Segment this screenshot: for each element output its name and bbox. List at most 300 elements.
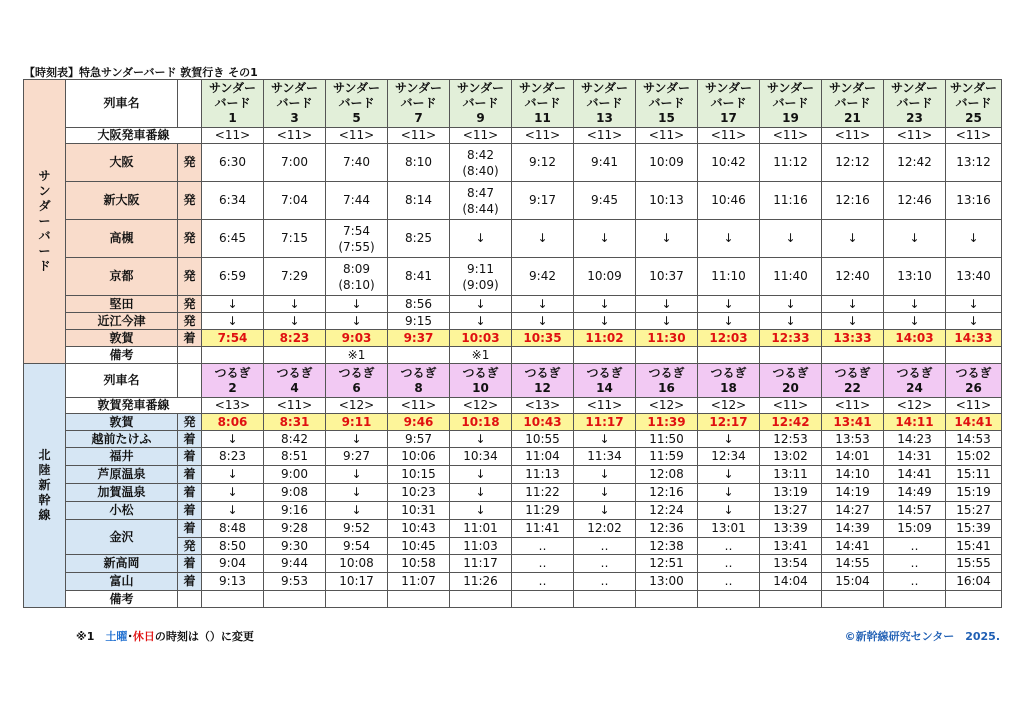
thunderbird-platform-label: 大阪発車番線 [66, 128, 202, 144]
time-cell: 12:40 [822, 258, 884, 296]
time-cell: 14:53 [946, 431, 1002, 448]
hokuriku-train-name: つるぎ 2 [202, 364, 264, 398]
time-cell: ↓ [760, 296, 822, 313]
station-name: 敦賀 [66, 414, 178, 431]
time-cell: 15:09 [884, 520, 946, 538]
time-cell: ↓ [636, 220, 698, 258]
platform-number: <11> [512, 128, 574, 144]
thunderbird-section-label: サ ン ダ ー バ ー ド [24, 80, 66, 364]
time-cell: ↓ [326, 502, 388, 520]
time-cell: ↓ [698, 431, 760, 448]
time-cell: 15:27 [946, 502, 1002, 520]
time-cell: 10:13 [636, 182, 698, 220]
time-cell: 7:54 [202, 330, 264, 347]
time-cell: 8:50 [202, 538, 264, 555]
arrive-depart-mark: 着 [178, 466, 202, 484]
time-cell: 13:39 [760, 520, 822, 538]
time-cell: 8:23 [202, 448, 264, 466]
time-cell: 14:31 [884, 448, 946, 466]
time-cell: ↓ [450, 466, 512, 484]
remark-cell [512, 347, 574, 364]
time-cell: 12:53 [760, 431, 822, 448]
time-cell: ↓ [698, 466, 760, 484]
arrive-depart-mark: 発 [178, 538, 202, 555]
time-cell: 11:39 [636, 414, 698, 431]
time-cell: ↓ [574, 466, 636, 484]
time-cell: 15:55 [946, 555, 1002, 573]
time-cell: 6:59 [202, 258, 264, 296]
time-cell: 10:42 [698, 144, 760, 182]
table-row [24, 520, 1002, 538]
time-cell: 14:55 [822, 555, 884, 573]
time-cell: ↓ [264, 313, 326, 330]
time-cell: 12:16 [822, 182, 884, 220]
time-cell: ‥ [698, 555, 760, 573]
time-cell: 7:00 [264, 144, 326, 182]
time-cell: 13:12 [946, 144, 1002, 182]
time-cell: 14:19 [822, 484, 884, 502]
train-name-label: 列車名 [66, 364, 178, 398]
footnote-suffix: の時刻は（）に変更 [154, 630, 254, 643]
arrive-depart-mark: 着 [178, 555, 202, 573]
remark-cell [264, 591, 326, 608]
time-cell: 10:18 [450, 414, 512, 431]
time-cell: ↓ [326, 313, 388, 330]
train-name-label: 列車名 [66, 80, 178, 128]
table-row [24, 144, 1002, 182]
table-row [24, 347, 1002, 364]
time-cell: ↓ [450, 484, 512, 502]
arrive-depart-mark: 発 [178, 296, 202, 313]
time-cell: 12:12 [822, 144, 884, 182]
remark-cell [450, 591, 512, 608]
remark-cell [512, 591, 574, 608]
table-row [24, 364, 1002, 398]
time-cell: 10:58 [388, 555, 450, 573]
time-cell: 10:09 [636, 144, 698, 182]
time-cell: 10:46 [698, 182, 760, 220]
time-cell: ↓ [574, 484, 636, 502]
time-cell: 11:01 [450, 520, 512, 538]
time-cell: 13:41 [760, 538, 822, 555]
time-cell: 6:34 [202, 182, 264, 220]
time-cell: 9:16 [264, 502, 326, 520]
hokuriku-section-label: 北 陸 新 幹 線 [24, 364, 66, 608]
platform-number: <11> [450, 128, 512, 144]
thunderbird-train-name: サンダー バード 25 [946, 80, 1002, 128]
time-cell: ↓ [450, 296, 512, 313]
time-cell: 7:04 [264, 182, 326, 220]
time-cell: ↓ [574, 313, 636, 330]
time-cell: 9:12 [512, 144, 574, 182]
remark-cell [574, 591, 636, 608]
remark-cell [326, 591, 388, 608]
table-row [24, 182, 1002, 220]
time-cell: ↓ [450, 431, 512, 448]
time-cell: 13:00 [636, 573, 698, 591]
platform-number: <11> [946, 128, 1002, 144]
time-cell: 10:09 [574, 258, 636, 296]
time-cell: 11:03 [450, 538, 512, 555]
table-row [24, 398, 1002, 414]
platform-number: <11> [264, 128, 326, 144]
thunderbird-train-name: サンダー バード 7 [388, 80, 450, 128]
timetable [23, 79, 1002, 608]
time-cell: ‥ [884, 573, 946, 591]
platform-number: <12> [884, 398, 946, 414]
time-cell: 13:27 [760, 502, 822, 520]
time-cell: 6:45 [202, 220, 264, 258]
arrive-depart-mark: 着 [178, 520, 202, 538]
time-cell: ↓ [574, 431, 636, 448]
remark-cell [202, 591, 264, 608]
time-cell: ↓ [946, 296, 1002, 313]
table-row [24, 128, 1002, 144]
time-cell: ↓ [574, 296, 636, 313]
time-cell: 8:23 [264, 330, 326, 347]
time-cell: 11:17 [450, 555, 512, 573]
time-cell: 7:44 [326, 182, 388, 220]
time-cell: 16:04 [946, 573, 1002, 591]
remark-cell [574, 347, 636, 364]
time-cell: ↓ [202, 431, 264, 448]
arrive-depart-mark: 発 [178, 144, 202, 182]
station-name: 福井 [66, 448, 178, 466]
footnote-dot: ･ [127, 630, 133, 643]
time-cell: 10:03 [450, 330, 512, 347]
time-cell: 14:49 [884, 484, 946, 502]
time-cell: 10:43 [512, 414, 574, 431]
remark-cell: ※1 [450, 347, 512, 364]
thunderbird-train-name: サンダー バード 17 [698, 80, 760, 128]
station-name: 越前たけふ [66, 431, 178, 448]
time-cell: ↓ [698, 313, 760, 330]
remark-cell [636, 591, 698, 608]
time-cell: 12:46 [884, 182, 946, 220]
remark-cell [202, 347, 264, 364]
hokuriku-train-name: つるぎ 10 [450, 364, 512, 398]
thunderbird-train-name: サンダー バード 3 [264, 80, 326, 128]
time-cell: 11:10 [698, 258, 760, 296]
station-name: 加賀温泉 [66, 484, 178, 502]
platform-number: <12> [450, 398, 512, 414]
time-cell: 9:41 [574, 144, 636, 182]
time-cell: 8:42 (8:40) [450, 144, 512, 182]
time-cell: 14:03 [884, 330, 946, 347]
remark-cell: ※1 [326, 347, 388, 364]
time-cell: 13:11 [760, 466, 822, 484]
time-cell: 12:33 [760, 330, 822, 347]
hokuriku-train-name: つるぎ 12 [512, 364, 574, 398]
time-cell: 11:41 [512, 520, 574, 538]
time-cell: 7:29 [264, 258, 326, 296]
time-cell: ↓ [884, 220, 946, 258]
time-cell: 9:03 [326, 330, 388, 347]
time-cell: 8:41 [388, 258, 450, 296]
table-row [24, 80, 1002, 128]
time-cell: 13:16 [946, 182, 1002, 220]
time-cell: 7:40 [326, 144, 388, 182]
thunderbird-train-name: サンダー バード 13 [574, 80, 636, 128]
time-cell: ↓ [264, 296, 326, 313]
footnote-holiday: 休日 [132, 630, 155, 643]
time-cell: 14:41 [946, 414, 1002, 431]
time-cell: 12:42 [760, 414, 822, 431]
time-cell: 11:26 [450, 573, 512, 591]
time-cell: 14:01 [822, 448, 884, 466]
time-cell: ↓ [326, 484, 388, 502]
time-cell: ‥ [512, 555, 574, 573]
time-cell: ‥ [884, 538, 946, 555]
station-name: 富山 [66, 573, 178, 591]
time-cell: ↓ [636, 313, 698, 330]
arrive-depart-mark: 発 [178, 313, 202, 330]
time-cell: ↓ [202, 296, 264, 313]
time-cell: ↓ [822, 220, 884, 258]
time-cell: ↓ [202, 502, 264, 520]
time-cell: 10:17 [326, 573, 388, 591]
table-row [24, 555, 1002, 573]
time-cell: 11:13 [512, 466, 574, 484]
remark-cell [884, 347, 946, 364]
hokuriku-train-name: つるぎ 24 [884, 364, 946, 398]
time-cell: ↓ [884, 313, 946, 330]
time-cell: 12:51 [636, 555, 698, 573]
time-cell: 8:56 [388, 296, 450, 313]
time-cell: ↓ [512, 220, 574, 258]
copyright: ©新幹線研究センター 2025. [844, 630, 1000, 643]
time-cell: 12:36 [636, 520, 698, 538]
table-row [24, 502, 1002, 520]
time-cell: 11:04 [512, 448, 574, 466]
platform-number: <13> [202, 398, 264, 414]
arrive-depart-mark: 発 [178, 220, 202, 258]
time-cell: 8:09 (8:10) [326, 258, 388, 296]
arrive-depart-mark: 着 [178, 573, 202, 591]
arrive-depart-mark: 着 [178, 431, 202, 448]
platform-number: <11> [698, 128, 760, 144]
time-cell: 14:27 [822, 502, 884, 520]
footnote [76, 628, 254, 644]
hokuriku-train-name: つるぎ 6 [326, 364, 388, 398]
time-cell: 15:02 [946, 448, 1002, 466]
time-cell: 10:37 [636, 258, 698, 296]
time-cell: 12:03 [698, 330, 760, 347]
time-cell: 8:47 (8:44) [450, 182, 512, 220]
blank-cell [178, 364, 202, 398]
station-name: 高槻 [66, 220, 178, 258]
platform-number: <11> [326, 128, 388, 144]
time-cell: 9:11 [326, 414, 388, 431]
hokuriku-train-name: つるぎ 14 [574, 364, 636, 398]
platform-number: <12> [636, 398, 698, 414]
time-cell: 7:15 [264, 220, 326, 258]
platform-number: <11> [822, 398, 884, 414]
remark-cell [946, 591, 1002, 608]
time-cell: 11:50 [636, 431, 698, 448]
table-row [24, 414, 1002, 431]
time-cell: 13:41 [822, 414, 884, 431]
remark-cell [884, 591, 946, 608]
remark-cell [388, 591, 450, 608]
table-row [24, 258, 1002, 296]
time-cell: ↓ [946, 313, 1002, 330]
remark-cell [388, 347, 450, 364]
time-cell: 10:06 [388, 448, 450, 466]
time-cell: 13:40 [946, 258, 1002, 296]
time-cell: 15:04 [822, 573, 884, 591]
time-cell: 11:30 [636, 330, 698, 347]
time-cell: 9:37 [388, 330, 450, 347]
remark-cell [760, 347, 822, 364]
time-cell: 8:14 [388, 182, 450, 220]
table-row [24, 484, 1002, 502]
blank-cell [178, 591, 202, 608]
time-cell: 9:11 (9:09) [450, 258, 512, 296]
table-row [24, 591, 1002, 608]
remark-cell [636, 347, 698, 364]
station-name: 新高岡 [66, 555, 178, 573]
time-cell: 11:02 [574, 330, 636, 347]
arrive-depart-mark: 着 [178, 502, 202, 520]
time-cell: 10:45 [388, 538, 450, 555]
time-cell: 13:54 [760, 555, 822, 573]
table-row [24, 448, 1002, 466]
station-name: 敦賀 [66, 330, 178, 347]
time-cell: 14:04 [760, 573, 822, 591]
hokuriku-train-name: つるぎ 26 [946, 364, 1002, 398]
time-cell: 9:44 [264, 555, 326, 573]
thunderbird-train-name: サンダー バード 19 [760, 80, 822, 128]
time-cell: 15:41 [946, 538, 1002, 555]
time-cell: 14:11 [884, 414, 946, 431]
time-cell: ↓ [884, 296, 946, 313]
time-cell: ↓ [574, 502, 636, 520]
remarks-label: 備考 [66, 347, 178, 364]
time-cell: 10:23 [388, 484, 450, 502]
time-cell: 11:34 [574, 448, 636, 466]
platform-number: <11> [574, 398, 636, 414]
hokuriku-train-name: つるぎ 4 [264, 364, 326, 398]
time-cell: ↓ [326, 296, 388, 313]
footnote-saturday: 土曜 [105, 630, 128, 643]
time-cell: 10:35 [512, 330, 574, 347]
time-cell: 13:53 [822, 431, 884, 448]
time-cell: ↓ [202, 484, 264, 502]
time-cell: 11:22 [512, 484, 574, 502]
time-cell: 9:46 [388, 414, 450, 431]
table-row [24, 431, 1002, 448]
hokuriku-train-name: つるぎ 8 [388, 364, 450, 398]
platform-number: <11> [388, 398, 450, 414]
time-cell: 13:02 [760, 448, 822, 466]
platform-number: <11> [264, 398, 326, 414]
time-cell: ↓ [450, 313, 512, 330]
time-cell: 13:19 [760, 484, 822, 502]
time-cell: 8:06 [202, 414, 264, 431]
time-cell: 14:39 [822, 520, 884, 538]
platform-number: <11> [760, 398, 822, 414]
hokuriku-train-name: つるぎ 16 [636, 364, 698, 398]
time-cell: ‥ [574, 538, 636, 555]
thunderbird-train-name: サンダー バード 1 [202, 80, 264, 128]
time-cell: 12:24 [636, 502, 698, 520]
station-name: 大阪 [66, 144, 178, 182]
time-cell: ↓ [760, 220, 822, 258]
hokuriku-platform-label: 敦賀発車番線 [66, 398, 202, 414]
blank-cell [178, 80, 202, 128]
time-cell: 11:07 [388, 573, 450, 591]
time-cell: ↓ [326, 466, 388, 484]
time-cell: ↓ [822, 296, 884, 313]
time-cell: 9:04 [202, 555, 264, 573]
platform-number: <11> [946, 398, 1002, 414]
remark-cell [822, 347, 884, 364]
thunderbird-train-name: サンダー バード 15 [636, 80, 698, 128]
time-cell: 13:33 [822, 330, 884, 347]
time-cell: 12:17 [698, 414, 760, 431]
footnote-prefix: ※1 [76, 630, 106, 643]
station-name: 小松 [66, 502, 178, 520]
thunderbird-train-name: サンダー バード 5 [326, 80, 388, 128]
remark-cell [822, 591, 884, 608]
time-cell: ↓ [636, 296, 698, 313]
thunderbird-train-name: サンダー バード 21 [822, 80, 884, 128]
page-title: 【時刻表】特急サンダーバード 敦賀行き その1 [24, 66, 258, 79]
time-cell: 8:10 [388, 144, 450, 182]
time-cell: 9:27 [326, 448, 388, 466]
time-cell: 11:17 [574, 414, 636, 431]
arrive-depart-mark: 着 [178, 484, 202, 502]
time-cell: ↓ [202, 313, 264, 330]
time-cell: ↓ [574, 220, 636, 258]
station-name: 近江今津 [66, 313, 178, 330]
time-cell: 8:31 [264, 414, 326, 431]
time-cell: 9:13 [202, 573, 264, 591]
time-cell: 7:54 (7:55) [326, 220, 388, 258]
hokuriku-train-name: つるぎ 20 [760, 364, 822, 398]
platform-number: <11> [822, 128, 884, 144]
time-cell: 10:55 [512, 431, 574, 448]
time-cell: ↓ [822, 313, 884, 330]
time-cell: ‥ [574, 573, 636, 591]
station-name: 新大阪 [66, 182, 178, 220]
time-cell: ↓ [698, 502, 760, 520]
arrive-depart-mark: 発 [178, 258, 202, 296]
station-name: 京都 [66, 258, 178, 296]
time-cell: 14:41 [822, 538, 884, 555]
time-cell: 10:08 [326, 555, 388, 573]
time-cell: 14:57 [884, 502, 946, 520]
station-name: 金沢 [66, 520, 178, 555]
time-cell: 12:38 [636, 538, 698, 555]
time-cell: 13:10 [884, 258, 946, 296]
station-name: 堅田 [66, 296, 178, 313]
table-row [24, 220, 1002, 258]
arrive-depart-mark: 発 [178, 414, 202, 431]
time-cell: 11:29 [512, 502, 574, 520]
time-cell: 10:34 [450, 448, 512, 466]
time-cell: 12:34 [698, 448, 760, 466]
time-cell: 11:40 [760, 258, 822, 296]
arrive-depart-mark: 着 [178, 330, 202, 347]
thunderbird-train-name: サンダー バード 23 [884, 80, 946, 128]
time-cell: 15:11 [946, 466, 1002, 484]
time-cell: ↓ [760, 313, 822, 330]
time-cell: 11:59 [636, 448, 698, 466]
time-cell: 9:30 [264, 538, 326, 555]
platform-number: <11> [202, 128, 264, 144]
